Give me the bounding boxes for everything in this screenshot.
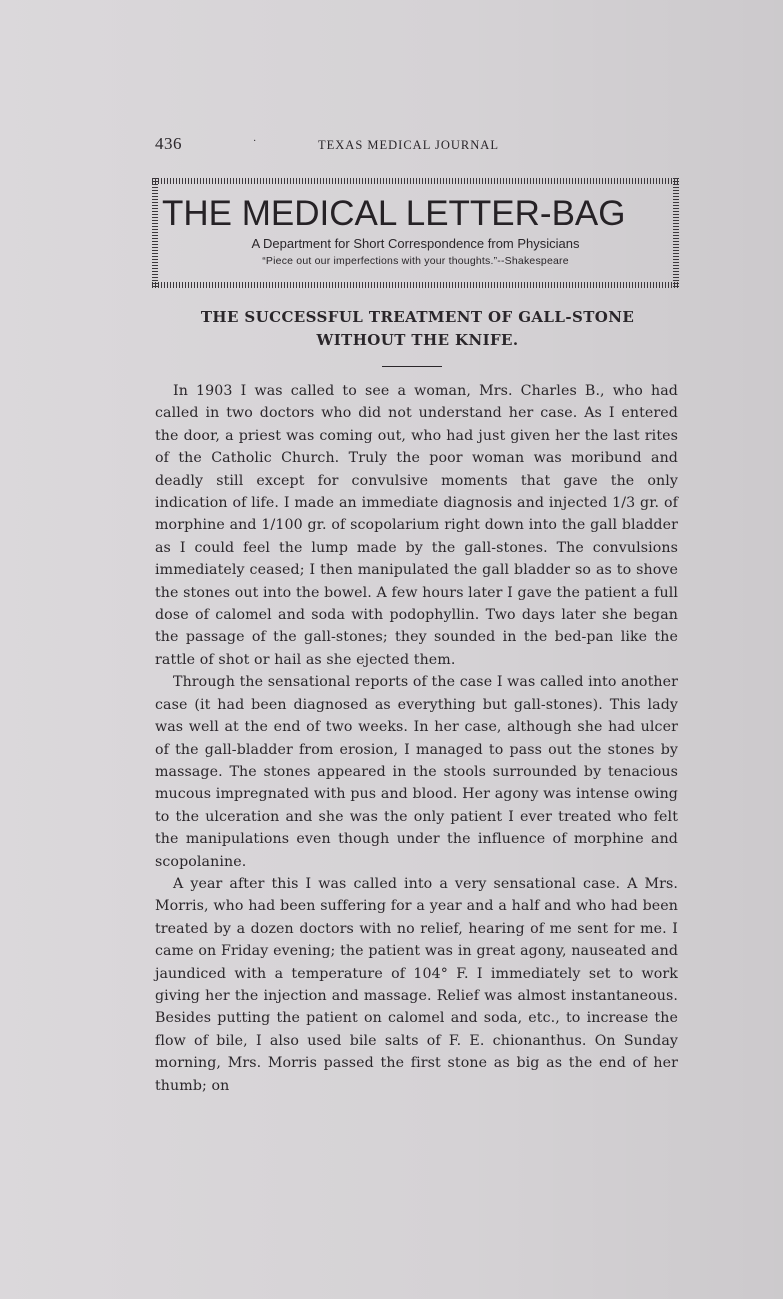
ornamental-rule-top <box>152 178 679 184</box>
article-title-line-2: WITHOUT THE KNIFE. <box>316 331 519 349</box>
department-quote: “Piece out our imperfections with your thoughts.”--Shakespeare <box>262 255 569 267</box>
journal-title: TEXAS MEDICAL JOURNAL <box>318 138 499 152</box>
ornamental-rule-bottom <box>152 282 679 288</box>
bullet-mark: · <box>253 136 257 147</box>
ornamental-rule-right <box>673 178 679 288</box>
article-title-line-1: THE SUCCESSFUL TREATMENT OF GALL-STONE <box>200 308 635 326</box>
department-header-box <box>152 178 679 288</box>
article-title <box>155 306 680 352</box>
paragraph-3: A year after this I was called into a very sensational case. A Mrs. Morris, who had been suffering for a year and a half and who had been treated by a dozen doctors with no relief, hearing of me sent for me. I came on Friday evening; the patient was in great agony, nauseated and jaundiced with a temperature of 104° F. I immediately set to work giving her the injection and massage. Relief was almost instantaneous. Besides putting the patient on calomel and soda, etc., to increase the flow of bile, I also used bile salts of F. E. chionanthus. On Sunday morning, Mrs. Morris passed the first stone as big as the end of her thumb; on <box>155 875 678 1094</box>
department-subtitle: A Department for Short Correspondence from Physicians <box>251 236 580 251</box>
title-divider <box>382 366 442 367</box>
department-title: THE MEDICAL LETTER-BAG <box>162 194 626 233</box>
paragraph-1: In 1903 I was called to see a woman, Mrs. Charles B., who had called in two doctors who did not understand her case. As I entered the door, a priest was coming out, who had just given her the last rites of the Catholic Church. Truly the poor woman was moribund and deadly still except for convulsive moments that gave the only indication of life. I made an immediate diagnosis and injected 1/3 gr. of morphine and 1/100 gr. of scopolarium right down into the gall bladder as I could feel the lump made by the gall-stones. The convulsions immediately ceased; I then manipulated the gall bladder so as to shove the stones out into the bowel. A few hours later I gave the patient a full dose of calomel and soda with podophyllin. Two days later she began the passage of the gall-stones; they sounded in the bed-pan like the rattle of shot or hail as she ejected them. <box>155 383 678 668</box>
page-number: 436 <box>155 134 182 153</box>
ornamental-rule-left <box>152 178 158 288</box>
article-body <box>155 380 678 1097</box>
running-head <box>155 134 685 158</box>
paragraph-2: Through the sensational reports of the case I was called into another case (it had been diagnosed as everything but gall-stones). This lady was well at the end of two weeks. In her case, although she had ulcer of the gall-bladder from erosion, I managed to pass out the stones by massage. The stones appeared in the stools surrounded by tenacious mucous impregnated with pus and blood. Her agony was intense owing to the ulceration and she was the only patient I ever treated who felt the manipulations even though under the influence of morphine and scopolanine. <box>155 674 678 870</box>
